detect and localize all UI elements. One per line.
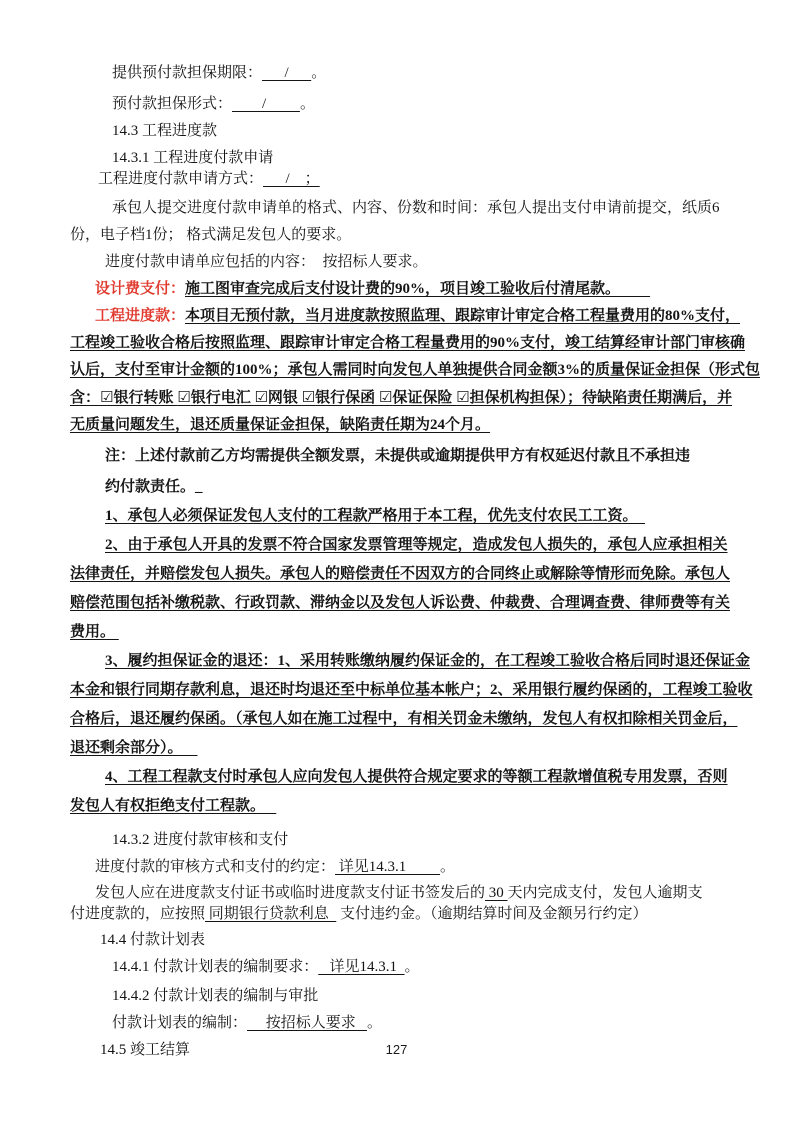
blank-field-value: 详见14.3.1 (318, 959, 405, 975)
clause-item-3 (70, 647, 751, 676)
para-application-form (70, 195, 720, 222)
text-run: 费用。 (70, 624, 119, 640)
checkbox-online-banking-icon: ☑ (254, 388, 268, 406)
text-run: 银行电汇 (190, 390, 255, 406)
text-run: 本金和银行同期存款利息，退还时均退还至中标单位基本帐户；2、采用银行履约保函的，工程竣工验收 (70, 682, 753, 698)
field-review-and-payment-agreement (70, 854, 720, 881)
text-run: 合格后，退还履约保函。（承包人如在施工过程中，有相关罚金未缴纳，发包人有权扣除相关罚金后， (70, 711, 738, 727)
field-label: 进度付款的审核方式和支付的约定： (95, 859, 336, 875)
text-run: 无质量问题发生，退还质量保证金担保，缺陷责任期为24个月。 (70, 417, 491, 433)
para-payment-deadline-cont (70, 904, 720, 925)
field-progress-payment-application-method (70, 166, 720, 193)
heading-text: 14.3 工程进度款 (112, 123, 218, 139)
text-run: 支付违约金。（逾期结算时间及金额另行约定） (336, 906, 648, 922)
text-run: 退还剩余部分）。 (70, 740, 198, 756)
heading-14-3 (70, 118, 720, 145)
field-application-content (70, 249, 720, 276)
text-run: 网银 (267, 390, 302, 406)
text-run: 进度付款申请单应包括的内容： 按招标人要求。 (105, 254, 428, 270)
text-run: 承包人提交进度付款申请单的格式、内容、份数和时间：承包人提出支付申请前提交，纸质6 (112, 200, 720, 216)
para-application-form-cont (70, 222, 720, 249)
heading-text: 14.3.1 工程进度付款申请 (112, 150, 274, 166)
blank-field-slash: / (232, 96, 300, 112)
text-run: 天内完成支付，发包人逾期支 (507, 885, 703, 901)
clause-item-2-cont-1 (70, 560, 731, 589)
text-run: 保证保险 (392, 390, 457, 406)
field-label: 提供预付款担保期限： (112, 65, 263, 81)
text-run: 3、履约担保证金的退还：1、采用转账缴纳履约保证金的，在工程竣工验收合格后同时退还保证金 (105, 653, 751, 669)
para-progress-payment-cont-1 (70, 330, 746, 357)
clause-item-3-cont-3 (70, 734, 720, 763)
field-prepayment-guarantee-form (70, 91, 720, 118)
heading-14-3-2 (70, 827, 720, 854)
text-run: 。 (299, 96, 315, 112)
text-run: 约付款责任。 (105, 479, 196, 495)
text-run: 银行保函 (315, 390, 379, 406)
blank-field-slash: / (262, 65, 312, 81)
field-prepayment-guarantee-period (70, 60, 720, 87)
text-run: 付进度款的，应按照 (70, 906, 206, 922)
field-label: 付款计划表的编制： (112, 1015, 248, 1031)
heading-14-4-2 (70, 983, 720, 1010)
clause-item-2-cont-2 (70, 589, 731, 618)
text-run: 。 (404, 959, 420, 975)
design-fee-label: 设计费支付： (95, 281, 186, 297)
checkbox-bank-guarantee-icon: ☑ (301, 388, 316, 406)
clause-item-2-cont-3 (70, 618, 720, 647)
heading-14-4 (70, 927, 720, 954)
text-run: 。 (311, 65, 327, 81)
text-run: 担保机构担保）；待缺陷责任期满后，并 (469, 390, 733, 406)
clause-item-1 (70, 502, 720, 531)
text-run: 工程竣工验收合格后按照监理、跟踪审计审定合格工程量费用的90%支付，竣工结算经审计部门审核确 (70, 335, 746, 351)
text-run: 银行转账 (113, 390, 178, 406)
text-run: 注：上述付款前乙方均需提供全额发票，未提供或逾期提供甲方有权延迟付款且不承担违 (105, 448, 691, 464)
field-label: 14.4.1 付款计划表的编制要求： (112, 959, 319, 975)
field-label: 工程进度付款申请方式： (98, 171, 264, 187)
field-label: 预付款担保形式： (112, 96, 233, 112)
para-progress-payment-cont-4 (70, 412, 720, 439)
text-run: 2、由于承包人开具的发票不符合国家发票管理等规定，造成发包人损失的，承包人应承担相关 (105, 537, 728, 553)
text-run: 赔偿范围包括补缴税款、行政罚款、滞纳金以及发包人诉讼费、仲裁费、合理调查费、律师费等有关 (70, 595, 731, 611)
text-run: 4、工程工程款支付时承包人应向发包人提供符合规定要求的等额工程款增值税专用发票，否则 (105, 769, 728, 785)
clause-item-3-cont-2 (70, 705, 738, 734)
text-run: 发包人应在进度款支付证书或临时进度款支付证书签发后的 (95, 885, 486, 901)
field-payment-schedule-compilation (70, 1010, 720, 1037)
progress-payment-label: 工程进度款： (95, 308, 186, 324)
blank-field-value: 按招标人要求 (247, 1015, 368, 1031)
para-progress-payment-cont-2 (70, 357, 761, 384)
field-payment-schedule-requirements (70, 954, 720, 981)
text-run: 本项目无预付款，当月进度款按照监理、跟踪审计审定合格工程量费用的80%支付， (185, 308, 741, 324)
text-run: 施工图审查完成后支付设计费的90%，项目竣工验收后付清尾款。 (185, 281, 651, 297)
text-run: 份，电子档1份； 格式满足发包人的要求。 (70, 227, 352, 243)
checkbox-guarantee-insurance-icon: ☑ (378, 388, 393, 406)
clause-item-4 (70, 763, 728, 792)
text-run: 。 (367, 1015, 383, 1031)
para-progress-payment-cont-3 (70, 384, 733, 412)
para-payment-deadline (70, 883, 720, 904)
blank-field-value: 详见14.3.1 (335, 859, 441, 875)
text-run: 含： (70, 390, 101, 406)
checkbox-guarantee-agency-icon: ☑ (456, 388, 470, 406)
clause-item-2 (70, 531, 728, 560)
heading-text: 14.5 竣工结算 (100, 1042, 191, 1058)
heading-text: 14.4.2 付款计划表的编制与审批 (112, 988, 319, 1004)
checkbox-bank-wire-icon: ☑ (177, 388, 191, 406)
text-run: 认后，支付至审计金额的100%；承包人需同时向发包人单独提供合同金额3%的质量保证金担保（形式包 (70, 362, 761, 378)
para-design-fee-payment (70, 276, 720, 303)
text-run: 1、承包人必须保证发包人支付的工程款严格用于本工程，优先支付农民工工资。 (105, 508, 646, 524)
heading-text: 14.4 付款计划表 (100, 932, 206, 948)
blank-field-value: 30 (485, 885, 508, 901)
text-run: _ (195, 479, 203, 495)
text-run: 。 (440, 859, 456, 875)
checkbox-bank-transfer-icon: ☑ (100, 388, 114, 406)
clause-item-3-cont-1 (70, 676, 753, 705)
heading-text: 14.3.2 进度付款审核和支付 (112, 832, 289, 848)
page-content (70, 60, 761, 1064)
clause-item-4-cont (70, 792, 720, 821)
text-run: 发包人有权拒绝支付工程款。 (70, 798, 277, 814)
page-number: 127 (385, 1042, 408, 1057)
para-progress-payment (70, 303, 741, 330)
blank-field-value: 同期银行贷款利息 (205, 906, 337, 922)
text-run: 法律责任，并赔偿发包人损失。承包人的赔偿责任不因双方的合同终止或解除等情形而免除。承包人 (70, 566, 731, 582)
blank-field-slash: / ； (263, 171, 320, 187)
para-note-cont (70, 473, 720, 502)
para-note (70, 442, 720, 471)
